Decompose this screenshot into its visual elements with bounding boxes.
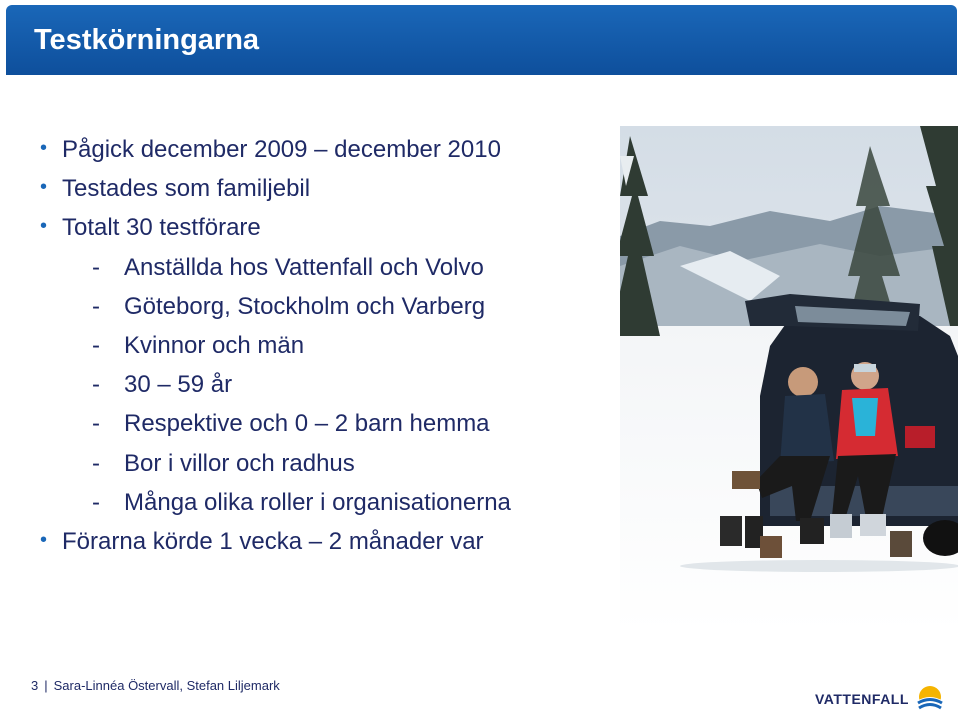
logo-wordmark: VATTENFALL [815, 691, 909, 707]
sub-bullet-text: Respektive och 0 – 2 barn hemma [124, 410, 490, 437]
dash-marker: - [92, 293, 100, 320]
footer-authors: Sara-Linnéa Östervall, Stefan Liljemark [53, 678, 280, 693]
logo-symbol-icon [915, 685, 945, 713]
bullet-text: Testades som familjebil [62, 175, 311, 202]
dash-marker: - [92, 254, 100, 281]
sub-bullet-text: Göteborg, Stockholm och Varberg [124, 293, 486, 320]
slide-footer [31, 678, 280, 693]
dash-marker: - [92, 489, 100, 516]
photo-winter-car [620, 126, 958, 632]
bullet-marker: • [40, 215, 48, 237]
bullet-marker: • [40, 176, 48, 198]
sub-bullet-text: Bor i villor och radhus [124, 450, 355, 477]
footer-separator: | [44, 678, 48, 693]
slide-title: Testkörningarna [34, 23, 260, 56]
photo-illustration [620, 126, 958, 632]
bullet-marker: • [40, 137, 48, 159]
sub-bullet-text: Anställda hos Vattenfall och Volvo [124, 254, 484, 281]
page-number: 3 [31, 678, 39, 693]
dash-marker: - [92, 332, 100, 359]
sub-bullet-text: Kvinnor och män [124, 332, 305, 359]
sub-bullet-text: 30 – 59 år [124, 371, 233, 398]
dash-marker: - [92, 371, 100, 398]
vattenfall-logo [815, 684, 945, 714]
dash-marker: - [92, 450, 100, 477]
dash-marker: - [92, 410, 100, 437]
bullet-text: Totalt 30 testförare [62, 214, 261, 241]
sub-bullet-text: Många olika roller i organisationerna [124, 489, 511, 516]
bullet-text: Förarna körde 1 vecka – 2 månader var [62, 528, 484, 555]
bullet-marker: • [40, 529, 48, 551]
bullet-text: Pågick december 2009 – december 2010 [62, 136, 501, 163]
